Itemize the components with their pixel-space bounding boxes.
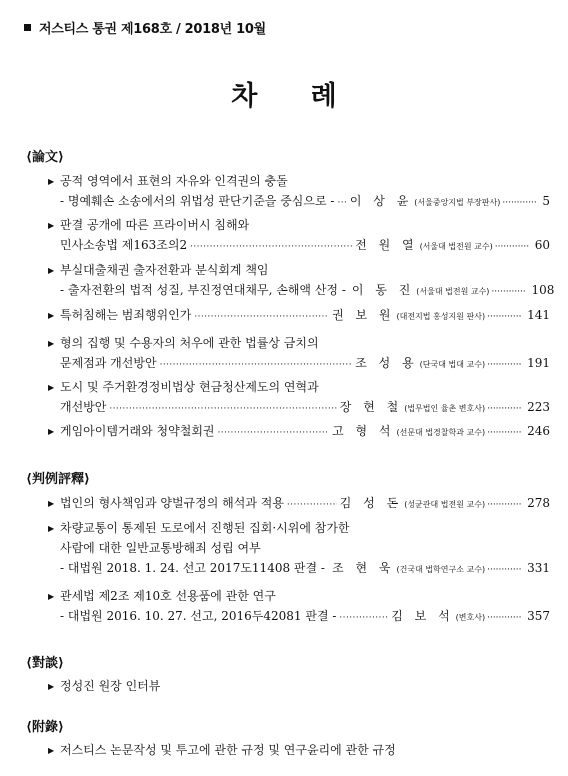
entry-author: 권 보 원 bbox=[332, 308, 395, 322]
entry-page-number: 278 bbox=[527, 496, 550, 510]
entry-title-text: 사람에 대한 일반교통방해죄 성립 여부 bbox=[60, 541, 261, 555]
triangle-bullet-icon: ▶ bbox=[48, 427, 55, 436]
triangle-bullet-icon: ▶ bbox=[48, 746, 55, 755]
dot-leader bbox=[190, 242, 352, 252]
dot-leader-short bbox=[502, 198, 536, 208]
entry-affiliation: (대전지법 홍성지원 판사) bbox=[396, 312, 486, 321]
toc-entry-line bbox=[48, 354, 550, 374]
toc-entry[interactable] bbox=[48, 519, 550, 579]
entry-title-text: 문제점과 개선방안 bbox=[60, 356, 157, 370]
entry-affiliation: (서울중앙지법 부장판사) bbox=[414, 198, 501, 207]
toc-entry-line bbox=[48, 559, 550, 579]
triangle-bullet-icon: ▶ bbox=[48, 177, 55, 186]
entry-author: 이 동 진 bbox=[351, 283, 415, 297]
dot-leader bbox=[160, 360, 353, 370]
toc-entry-line bbox=[48, 587, 550, 607]
entry-title-text: 도시 및 주거환경정비법상 현금청산제도의 연혁과 bbox=[60, 380, 319, 394]
toc-entry-line bbox=[48, 236, 550, 256]
dot-leader-short bbox=[487, 312, 521, 322]
toc-entry-line bbox=[48, 422, 550, 442]
dot-leader-short bbox=[487, 360, 521, 370]
toc-entry[interactable] bbox=[48, 422, 550, 442]
entry-title-text: - 명예훼손 소송에서의 위법성 판단기준을 중심으로 - bbox=[60, 194, 335, 208]
entry-page-number: 246 bbox=[527, 424, 550, 438]
toc-entry[interactable] bbox=[48, 494, 550, 514]
dot-leader-short bbox=[487, 613, 521, 623]
entry-title-text: 게임아이템거래와 청약철회권 bbox=[60, 424, 215, 438]
toc-entry-line bbox=[48, 741, 550, 761]
entry-author: 조 현 욱 bbox=[332, 561, 395, 575]
toc-entry[interactable] bbox=[48, 741, 550, 761]
entry-title-text: 판결 공개에 따른 프라이버시 침해와 bbox=[60, 218, 250, 232]
entry-author: 조 성 용 bbox=[355, 356, 418, 370]
journal-issue: 저스티스 통권 제168호 / 2018년 10월 bbox=[39, 22, 266, 37]
entry-title-text: 정성진 원장 인터뷰 bbox=[60, 679, 161, 693]
toc-entry-line bbox=[48, 607, 550, 627]
entry-page-number: 357 bbox=[527, 609, 550, 623]
triangle-bullet-icon: ▶ bbox=[48, 311, 55, 320]
toc-entry[interactable] bbox=[48, 587, 550, 627]
entry-affiliation: (성균관대 법전원 교수) bbox=[404, 500, 486, 509]
dot-leader-short bbox=[487, 428, 521, 438]
toc-entry-line bbox=[48, 306, 550, 326]
entry-title-text: 저스티스 논문작성 및 투고에 관한 규정 및 연구윤리에 관한 규정 bbox=[60, 743, 396, 757]
dot-leader bbox=[339, 613, 388, 623]
section-heading: ⟨論文⟩ bbox=[26, 150, 64, 165]
dot-leader-short bbox=[487, 404, 521, 414]
entry-author: 장 현 철 bbox=[339, 400, 403, 414]
entry-page-number: 5 bbox=[542, 194, 550, 208]
entry-title-text: - 대법원 2018. 1. 24. 선고 2017도11408 판결 - bbox=[60, 561, 325, 575]
entry-author: 김 성 돈 bbox=[339, 496, 403, 510]
entry-affiliation: (변호사) bbox=[455, 613, 486, 622]
entry-author: 전 원 열 bbox=[355, 238, 418, 252]
triangle-bullet-icon: ▶ bbox=[48, 221, 55, 230]
toc-entry-line bbox=[48, 216, 550, 236]
toc-entry-line bbox=[48, 494, 550, 514]
triangle-bullet-icon: ▶ bbox=[48, 339, 55, 348]
page-title: 차 례 bbox=[231, 81, 359, 112]
dot-leader bbox=[109, 404, 336, 414]
entry-title-text: - 출자전환의 법적 성질, 부진정연대채무, 손해액 산정 - bbox=[60, 283, 346, 297]
entry-affiliation: (선문대 법경찰학과 교수) bbox=[396, 428, 486, 437]
triangle-bullet-icon: ▶ bbox=[48, 682, 55, 691]
toc-entry[interactable] bbox=[48, 677, 550, 697]
entry-title-text: 관세법 제2조 제10호 선용품에 관한 연구 bbox=[60, 589, 276, 603]
dot-leader-short bbox=[495, 242, 529, 252]
entry-affiliation: (법무법인 율촌 변호사) bbox=[404, 404, 486, 413]
toc-entry-line bbox=[48, 398, 550, 418]
toc-entry[interactable] bbox=[48, 261, 555, 301]
dot-leader-short bbox=[487, 500, 521, 510]
entry-affiliation: (서울대 법전원 교수) bbox=[416, 287, 490, 296]
toc-entry-line bbox=[48, 677, 550, 697]
dot-leader bbox=[337, 198, 346, 208]
triangle-bullet-icon: ▶ bbox=[48, 266, 55, 275]
triangle-bullet-icon: ▶ bbox=[48, 592, 55, 601]
entry-title-text: 부실대출채권 출자전환과 분식회계 책임 bbox=[60, 263, 269, 277]
toc-entry[interactable] bbox=[48, 378, 550, 418]
toc-entry-line bbox=[48, 281, 555, 301]
entry-affiliation: (단국대 법대 교수) bbox=[419, 360, 486, 369]
entry-title-text: 공적 영역에서 표현의 자유와 인격권의 충돌 bbox=[60, 174, 288, 188]
dot-leader bbox=[328, 565, 329, 575]
entry-title-text: 차량교통이 통제된 도로에서 진행된 집회·시위에 참가한 bbox=[60, 521, 350, 535]
toc-entry[interactable] bbox=[48, 306, 550, 326]
entry-page-number: 60 bbox=[534, 238, 550, 252]
toc-entry-line bbox=[48, 519, 550, 539]
entry-title-text: 민사소송법 제163조의2 bbox=[60, 238, 188, 252]
entry-page-number: 108 bbox=[531, 283, 555, 297]
toc-entry-line bbox=[48, 539, 550, 559]
entry-author: 고 형 석 bbox=[332, 424, 395, 438]
entry-author: 이 상 윤 bbox=[349, 194, 413, 208]
journal-header bbox=[24, 18, 266, 37]
triangle-bullet-icon: ▶ bbox=[48, 524, 55, 533]
toc-entry-line bbox=[48, 192, 550, 212]
entry-page-number: 331 bbox=[527, 561, 550, 575]
toc-entry-line bbox=[48, 172, 550, 192]
toc-entry-line bbox=[48, 261, 550, 281]
section-heading: ⟨附錄⟩ bbox=[26, 720, 64, 735]
dot-leader bbox=[218, 428, 330, 438]
dot-leader-short bbox=[487, 565, 521, 575]
dot-leader bbox=[287, 500, 337, 510]
toc-entry[interactable] bbox=[48, 172, 550, 212]
entry-title-text: 법인의 형사책임과 양벌규정의 해석과 적용 bbox=[60, 496, 284, 510]
dot-leader bbox=[194, 312, 329, 322]
entry-page-number: 191 bbox=[527, 356, 550, 370]
entry-affiliation: (서울대 법전원 교수) bbox=[419, 242, 493, 251]
entry-title-text: 형의 집행 및 수용자의 처우에 관한 법률상 금치의 bbox=[60, 336, 319, 350]
entry-page-number: 223 bbox=[527, 400, 550, 414]
toc-entry[interactable] bbox=[48, 216, 550, 256]
entry-title-text: 개선방안 bbox=[60, 400, 107, 414]
toc-entry[interactable] bbox=[48, 334, 550, 374]
triangle-bullet-icon: ▶ bbox=[48, 383, 55, 392]
square-bullet-icon bbox=[24, 24, 31, 31]
entry-title-text: - 대법원 2016. 10. 27. 선고, 2016두42081 판결 - bbox=[60, 609, 337, 623]
section-heading: ⟨對談⟩ bbox=[26, 656, 64, 671]
entry-title-text: 특허침해는 범죄행위인가 bbox=[60, 308, 192, 322]
triangle-bullet-icon: ▶ bbox=[48, 499, 55, 508]
toc-entry-line bbox=[48, 378, 550, 398]
dot-leader-short bbox=[491, 287, 525, 297]
toc-entry-line bbox=[48, 334, 550, 354]
entry-page-number: 141 bbox=[527, 308, 550, 322]
section-heading: ⟨判例評釋⟩ bbox=[26, 472, 90, 487]
entry-author: 김 보 석 bbox=[391, 609, 454, 623]
entry-affiliation: (건국대 법학연구소 교수) bbox=[396, 565, 486, 574]
